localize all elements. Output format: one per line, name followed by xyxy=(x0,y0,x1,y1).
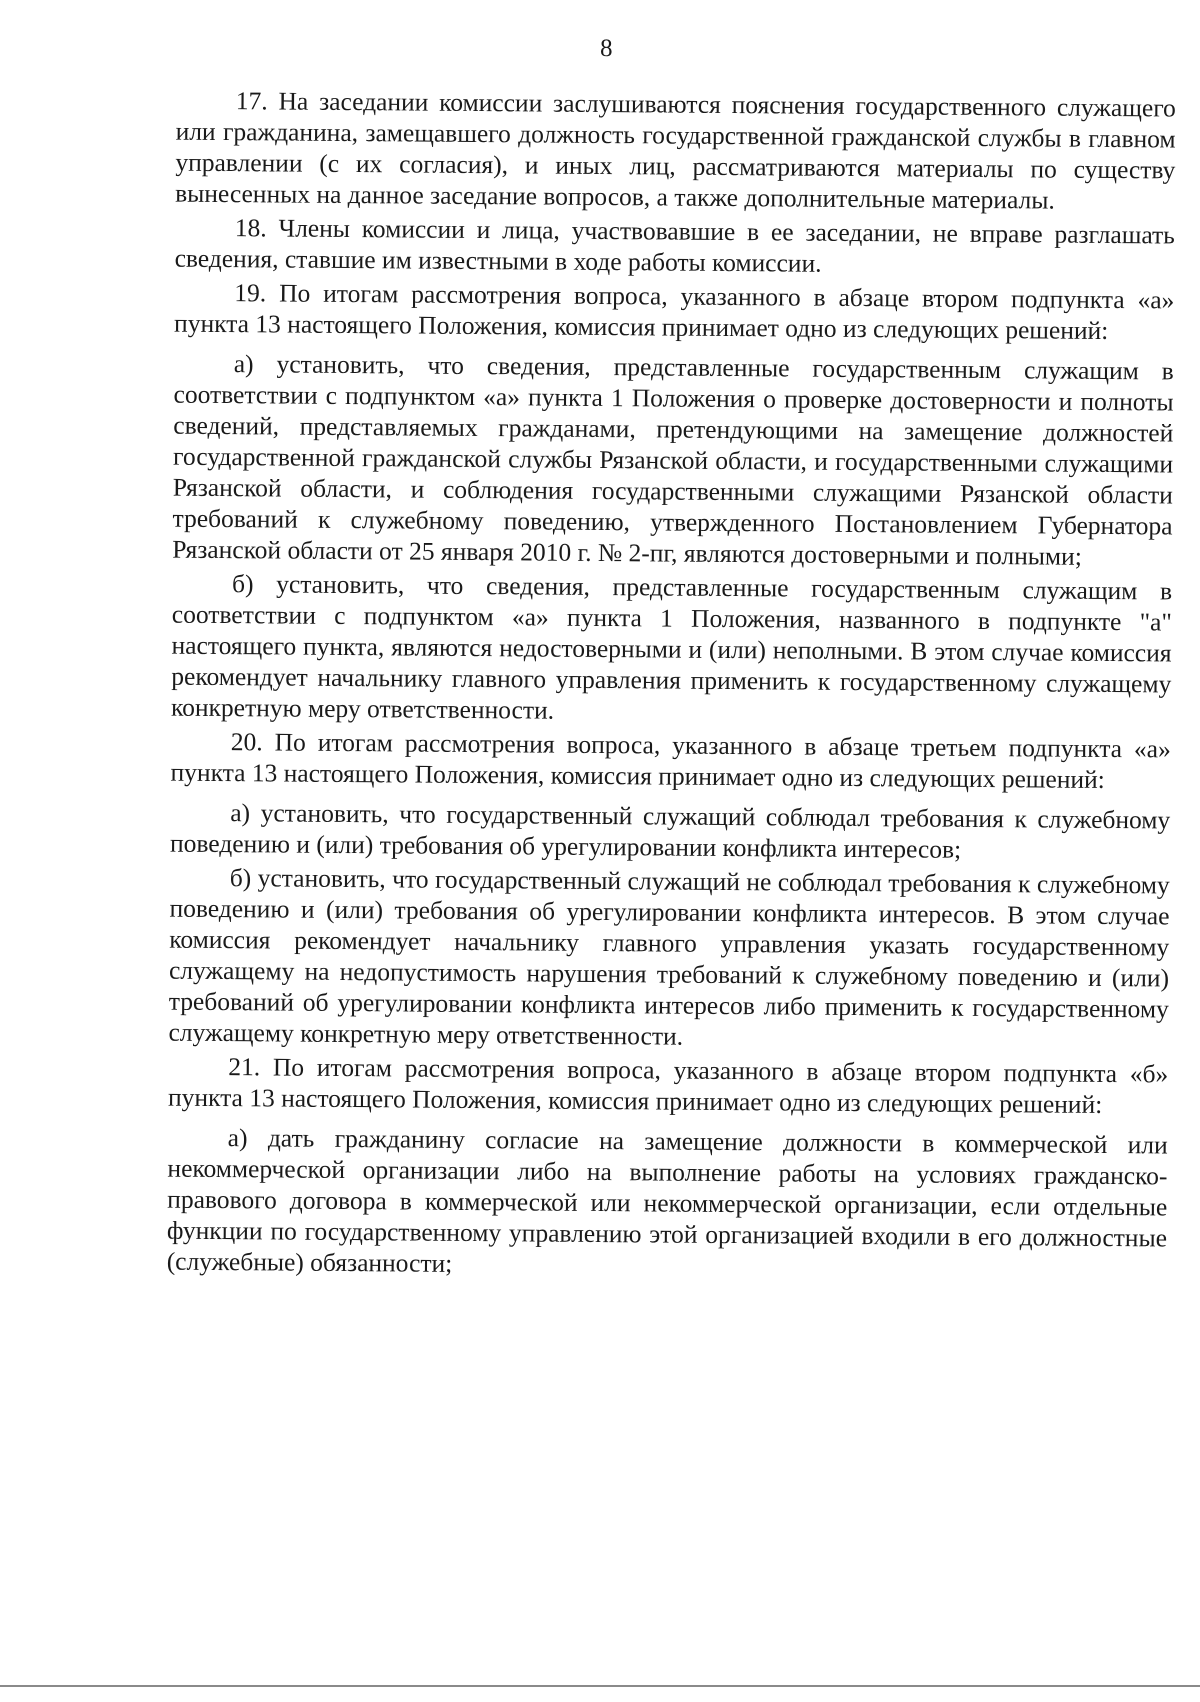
page-number: 8 xyxy=(599,34,613,63)
scan-bottom-edge xyxy=(0,1685,1200,1687)
paragraph-20: 20. По итогам рассмотрения вопроса, указанного в абзаце третьем подпункта «а» пункта 13 настоящего Положения, комиссия принимает одно из следующих решений: xyxy=(170,727,1171,794)
paragraph-19-a: а) установить, что сведения, представленные государственным служащим в соответствии с подпунктом «а» пункта 1 Положения о проверке достоверности и полноты сведений, представляемых гражданами, претендующими на замещение должностей государственной гражданской службы Рязанской области, и государственными служащими Рязанской области, и соблюдения государственными служащими Рязанской области требований к служебному поведению, утвержденного Постановлением Губернатора Рязанской области от 25 января 2010 г. № 2-пг, являются достоверными и полными; xyxy=(172,349,1174,571)
paragraph-19: 19. По итогам рассмотрения вопроса, указанного в абзаце втором подпункта «а» пункта 13 настоящего Положения, комиссия принимает одно из следующих решений: xyxy=(174,278,1175,345)
paragraph-18: 18. Члены комиссии и лица, участвовавшие в ее заседании, не вправе разглашать сведения, ставшие им известными в ходе работы комиссии. xyxy=(174,213,1175,278)
paragraph-19-b: б) установить, что сведения, представленные государственным служащим в соответствии с подпунктом «а» пункта 1 Положения, названного в подпункте "а" настоящего пункта, являются недостоверными и (или) неполными. В этом случае комиссия рекомендует начальнику главного управления применить к государственному служащему конкретную меру ответственности. xyxy=(170,569,1173,725)
paragraph-21-a: а) дать гражданину согласие на замещение должности в коммерческой или некоммерческой организации либо на выполнение работы на условиях гражданско-правового договора в коммерческой или некоммерческой организации, если отдельные функции по государственному управлению этой организацией входили в его должностные (служебные) обязанности; xyxy=(166,1123,1168,1278)
document-body xyxy=(167,85,1176,1288)
paragraph-17: 17. На заседании комиссии заслушиваются пояснения государственного служащего или гражданина, замещавшего должность государственной гражданской службы в главном управлении (с их согласия), и иных лиц, рассматриваются материалы по существу вынесенных на данное заседание вопросов, а также дополнительные материалы. xyxy=(175,86,1176,215)
paragraph-20-a: а) установить, что государственный служащий соблюдал требования к служебному поведению и (или) требования об урегулировании конфликта интересов; xyxy=(169,798,1171,864)
paragraph-20-b: б) установить, что государственный служащий не соблюдал требования к служебному поведению и (или) требования об урегулировании конфликта интересов. В этом случае комиссия рекомендует начальнику главного управления указать государственному служащему на недопустимость нарушения требований к служебному поведению и (или) требований об урегулировании конфликта интересов либо применить к государственному служащему конкретную меру ответственности. xyxy=(168,863,1170,1051)
paragraph-21: 21. По итогам рассмотрения вопроса, указанного в абзаце втором подпункта «б» пункта 13 настоящего Положения, комиссия принимает одно из следующих решений: xyxy=(167,1052,1169,1119)
